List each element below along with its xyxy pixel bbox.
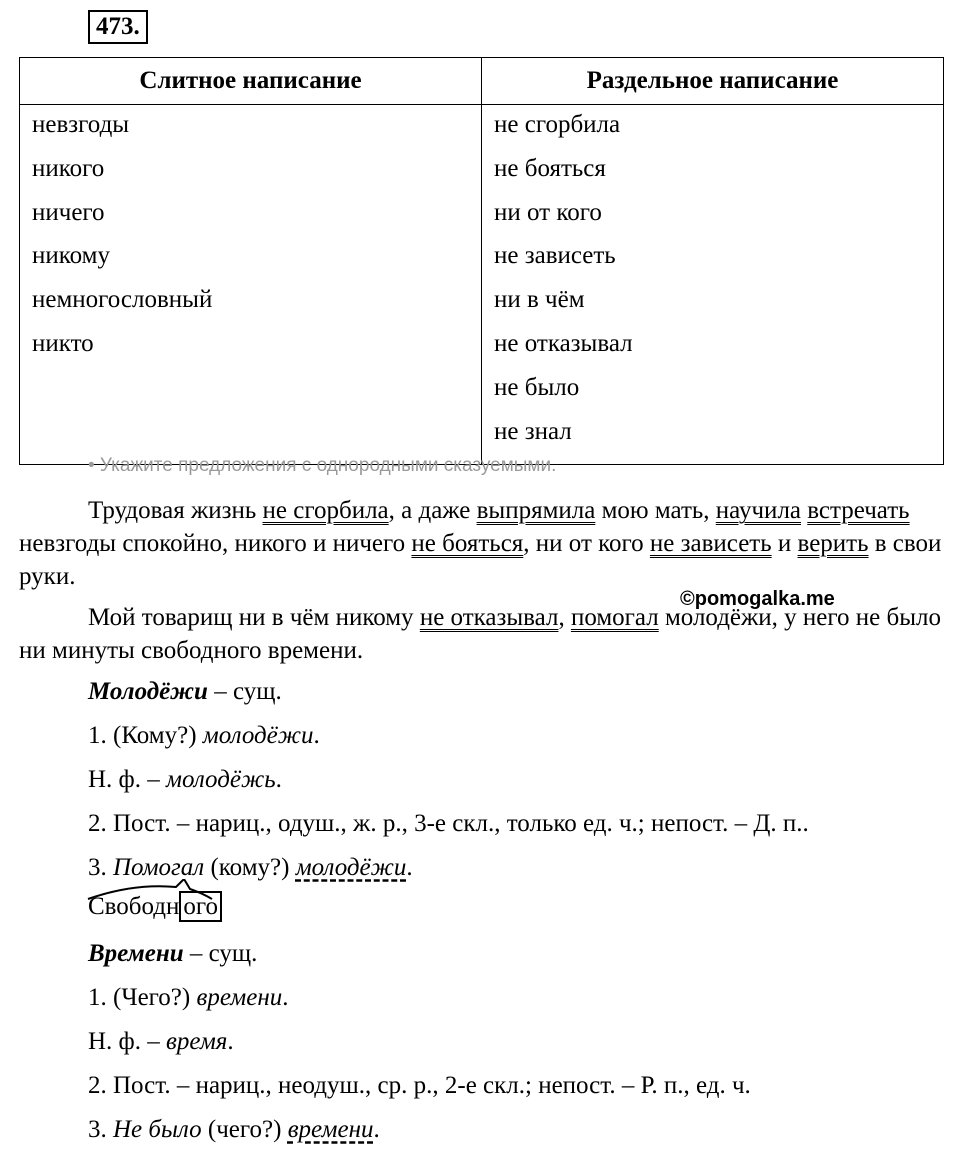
analysis1-step2: 2. Пост. – нариц., одуш., ж. р., 3-е скл., только ед. ч.; непост. – Д. п.. — [88, 810, 809, 837]
text: – сущ. — [207, 678, 282, 705]
column-header-fused: Слитное написание — [20, 58, 482, 105]
analysis-word: Времени — [88, 940, 184, 967]
analysis2-initial-form — [88, 1027, 234, 1057]
stem-arc-icon — [86, 879, 214, 901]
text: . — [373, 1116, 380, 1143]
paragraph-1 — [19, 494, 944, 593]
task-hint: • Укажите предложения с однородными сказуемыми. — [88, 455, 557, 476]
word-stem — [88, 893, 179, 921]
predicate: не зависеть — [649, 530, 772, 557]
text: Помогал — [113, 854, 205, 881]
predicate: научила — [715, 497, 802, 524]
text: , ни от кого — [523, 530, 650, 557]
predicate: помогал — [570, 604, 659, 631]
list-item: немногословный — [32, 286, 213, 314]
text: время — [166, 1028, 228, 1055]
text: . — [275, 766, 282, 793]
list-item: никому — [32, 242, 110, 270]
watermark: ©pomogalka.me — [680, 588, 835, 610]
predicate: не бояться — [411, 530, 524, 557]
list-item: ни от кого — [494, 198, 602, 226]
analysis2-step1 — [88, 983, 289, 1013]
text: 1. (Чего?) — [88, 984, 197, 1011]
text: . — [313, 722, 320, 749]
list-item: не зависеть — [494, 242, 616, 270]
text: Не было — [113, 1116, 202, 1143]
object-word: молодёжи — [295, 854, 407, 881]
text: молодёжь — [166, 766, 276, 793]
text: . — [406, 854, 413, 881]
text: невзгоды спокойно, никого и ничего — [19, 530, 412, 557]
analysis-word: Молодёжи — [88, 678, 208, 705]
list-item: ни в чём — [494, 286, 585, 314]
text: – сущ. — [183, 940, 258, 967]
list-item: ничего — [32, 198, 105, 226]
predicate: встречать — [807, 497, 910, 524]
separate-column — [482, 105, 944, 465]
text: , — [558, 604, 571, 631]
text: Н. ф. – — [88, 1028, 167, 1055]
text: мою мать, — [595, 497, 716, 524]
paragraph-2 — [19, 601, 944, 667]
word-ending: ого — [179, 891, 222, 922]
list-item: не отказывал — [494, 329, 633, 357]
text: (чего?) — [201, 1116, 288, 1143]
analysis1-step1 — [88, 721, 320, 751]
predicate: не отказывал — [419, 604, 559, 631]
table-row — [20, 105, 944, 465]
analysis1-initial-form — [88, 765, 282, 795]
text: (кому?) — [204, 854, 296, 881]
text: в свои руки. — [19, 530, 942, 590]
list-item: не бояться — [494, 154, 606, 182]
text: . — [227, 1028, 234, 1055]
spelling-table — [19, 57, 944, 465]
list-item: невзгоды — [32, 111, 130, 138]
text: молодёжи — [202, 722, 314, 749]
exercise-number: 473. — [88, 10, 148, 44]
predicate: выпрямила — [476, 497, 596, 524]
text: Трудовая жизнь — [88, 497, 263, 524]
morpheme-analysis — [88, 893, 222, 927]
table-header-row — [20, 58, 944, 105]
text: Мой товарищ ни в чём никому — [88, 604, 420, 631]
text: времени — [196, 984, 283, 1011]
analysis1-title — [88, 677, 282, 707]
analysis2-title — [88, 939, 257, 969]
list-item: никого — [32, 154, 105, 182]
text: Свободн — [88, 893, 180, 920]
list-item: не знал — [494, 417, 572, 445]
text: 3. — [88, 1116, 113, 1143]
predicate: верить — [797, 530, 869, 557]
predicate: не сгорбила — [262, 497, 389, 524]
text: Н. ф. – — [88, 766, 167, 793]
text: 3. — [88, 854, 113, 881]
analysis2-step3 — [88, 1115, 380, 1145]
analysis2-step2: 2. Пост. – нариц., неодуш., ср. р., 2-е скл.; непост. – Р. п., ед. ч. — [88, 1072, 751, 1099]
text: и — [771, 530, 798, 557]
text: 1. (Кому?) — [88, 722, 203, 749]
text: молодёжи, у него не было ни минуты свободного времени. — [19, 604, 942, 664]
text: . — [282, 984, 289, 1011]
list-item: никто — [32, 329, 94, 357]
object-word: времени — [287, 1116, 374, 1143]
list-item: не сгорбила — [494, 111, 621, 138]
text: , а даже — [388, 497, 477, 524]
list-item: не было — [494, 373, 580, 401]
column-header-separate: Раздельное написание — [482, 58, 944, 105]
fused-column — [20, 105, 482, 465]
